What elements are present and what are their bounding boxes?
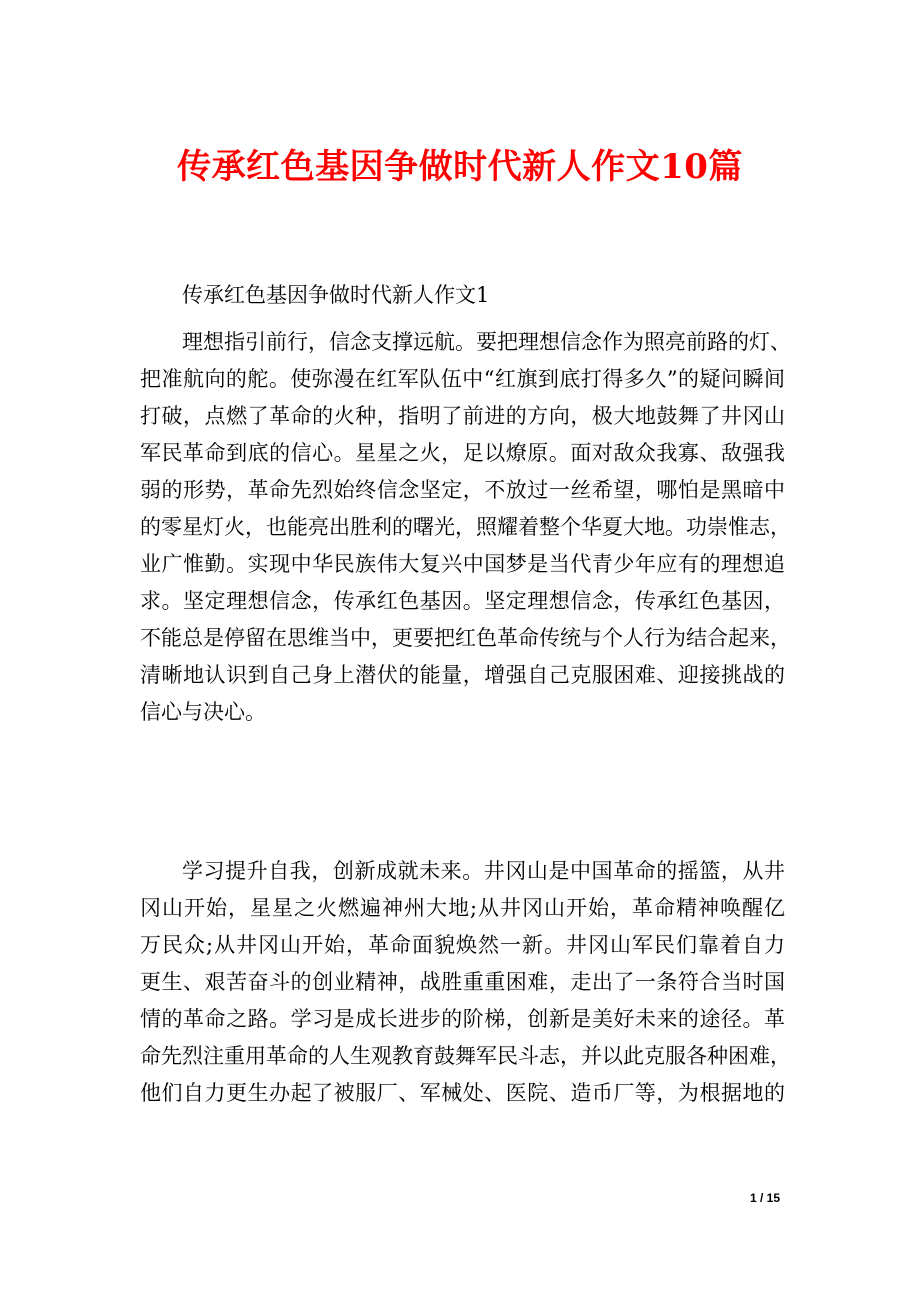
paragraph-line: 信心与决心。 — [140, 700, 266, 724]
paragraph-line: 军民革命到底的信心。星星之火，足以燎原。面对敌众我寡、敌强我 — [140, 441, 785, 465]
page-number: 1 / 15 — [749, 1191, 780, 1205]
paragraph-line: 情的革命之路。学习是成长进步的阶梯，创新是美好未来的途径。革 — [140, 1007, 785, 1031]
paragraph-1 — [140, 324, 791, 731]
essay-subtitle: 传承红色基因争做时代新人作文1 — [182, 283, 490, 307]
paragraph-line: 他们自力更生办起了被服厂、军械处、医院、造币厂等，为根据地的 — [140, 1081, 785, 1105]
paragraph-2 — [140, 853, 791, 1112]
paragraph-line: 业广惟勤。实现中华民族伟大复兴中国梦是当代青少年应有的理想追 — [140, 552, 785, 576]
paragraph-line: 更生、艰苦奋斗的创业精神，战胜重重困难，走出了一条符合当时国 — [140, 970, 785, 994]
paragraph-line: 不能总是停留在思维当中，更要把红色革命传统与个人行为结合起来， — [140, 626, 791, 650]
paragraph-line: 冈山开始，星星之火燃遍神州大地;从井冈山开始，革命精神唤醒亿 — [140, 896, 785, 920]
paragraph-line: 把准航向的舵。使弥漫在红军队伍中“红旗到底打得多久”的疑问瞬间 — [140, 367, 785, 391]
paragraph-line: 的零星灯火，也能亮出胜利的曙光，照耀着整个华夏大地。功崇惟志， — [140, 515, 791, 539]
paragraph-line: 学习提升自我，创新成就未来。井冈山是中国革命的摇篮，从井 — [182, 859, 785, 883]
paragraph-line: 求。坚定理想信念，传承红色基因。坚定理想信念，传承红色基因， — [140, 589, 785, 613]
paragraph-line: 清晰地认识到自己身上潜伏的能量，增强自己克服困难、迎接挑战的 — [140, 663, 785, 687]
paragraph-line: 理想指引前行，信念支撑远航。要把理想信念作为照亮前路的灯、 — [182, 330, 791, 354]
document-title: 传承红色基因争做时代新人作文10篇 — [177, 147, 743, 187]
paragraph-line: 万民众;从井冈山开始，革命面貌焕然一新。井冈山军民们靠着自力 — [140, 933, 785, 957]
paragraph-line: 命先烈注重用革命的人生观教育鼓舞军民斗志，并以此克服各种困难， — [140, 1044, 791, 1068]
paragraph-line: 打破，点燃了革命的火种，指明了前进的方向，极大地鼓舞了井冈山 — [140, 404, 785, 428]
paragraph-line: 弱的形势，革命先烈始终信念坚定，不放过一丝希望，哪怕是黑暗中 — [140, 478, 785, 502]
